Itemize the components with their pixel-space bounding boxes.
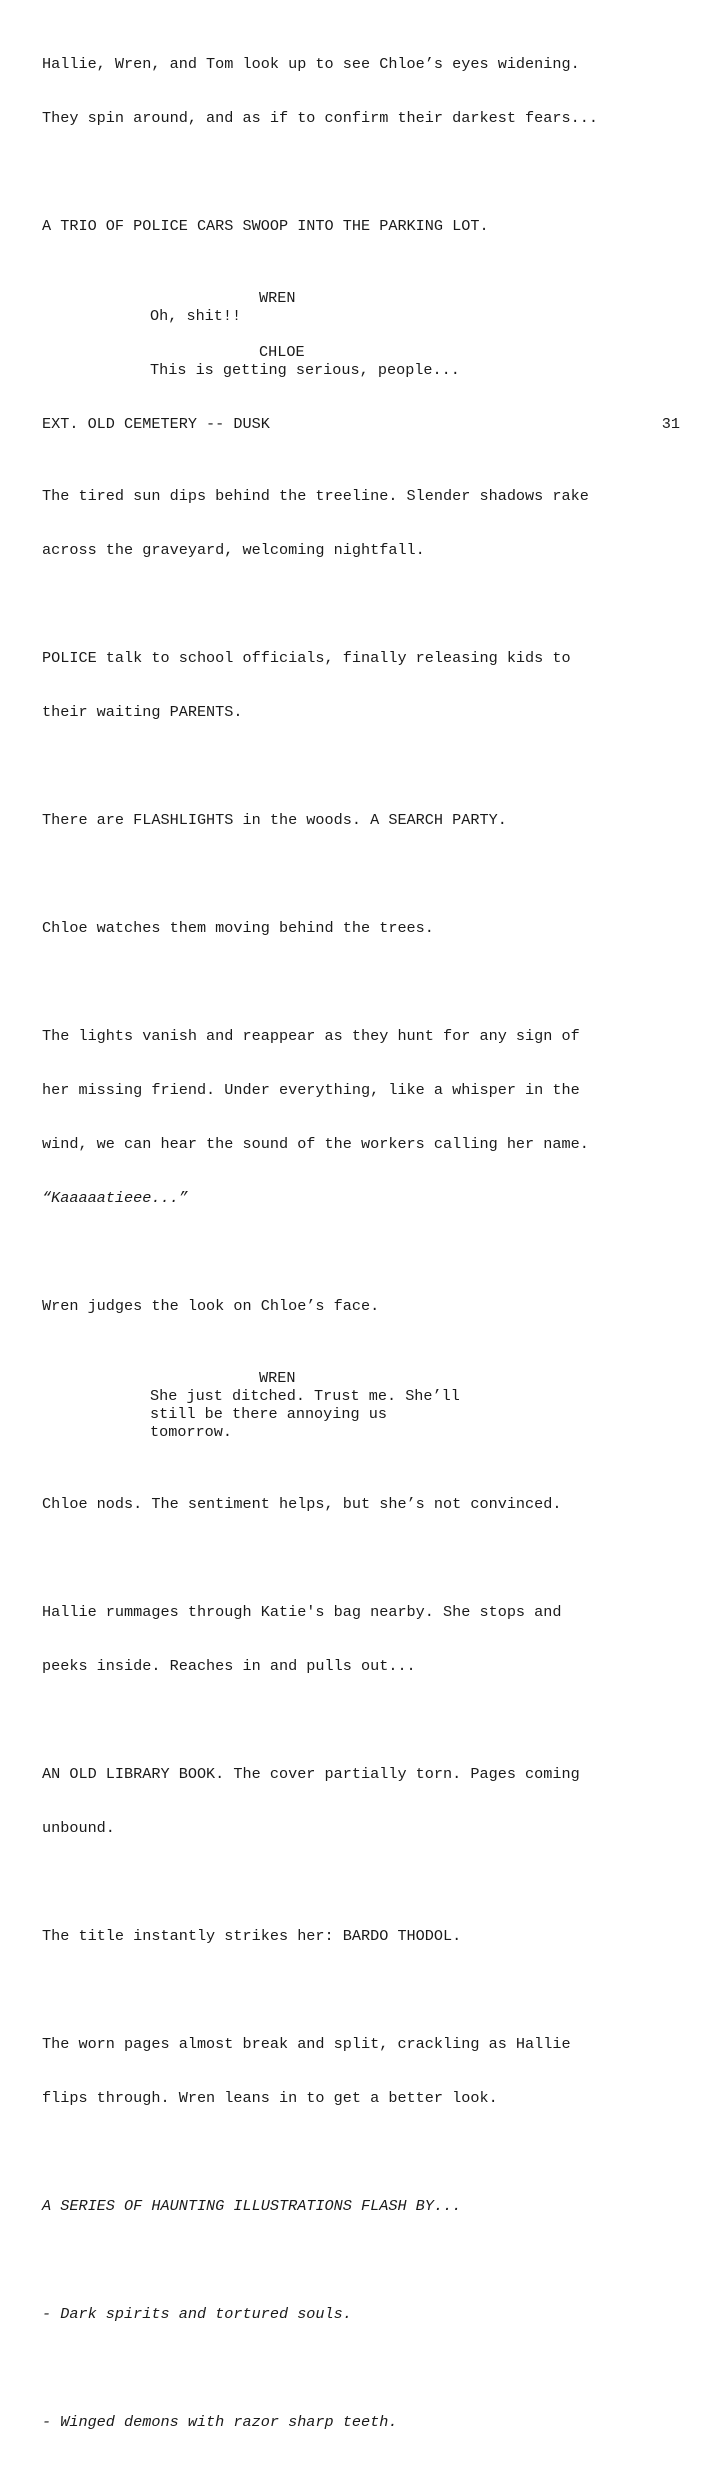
scene-heading-text: EXT. OLD CEMETERY -- DUSK: [42, 415, 270, 433]
action-line: AN OLD LIBRARY BOOK. The cover partially torn. Pages coming: [42, 1765, 580, 1783]
action-line: unbound.: [42, 1819, 115, 1837]
action-paragraph: [42, 1459, 692, 1549]
action-paragraph: [42, 2377, 692, 2467]
action-paragraph: [42, 991, 692, 1243]
scene-heading: [42, 415, 692, 433]
action-line-italic: - Dark spirits and tortured souls.: [42, 2305, 352, 2323]
action-line-italic: “Kaaaaatieee...”: [42, 1189, 188, 1207]
action-line: her missing friend. Under everything, like a whisper in the: [42, 1081, 580, 1099]
dialogue-line: still be there annoying us: [150, 1405, 387, 1423]
dialogue-block: [42, 289, 692, 325]
action-line: They spin around, and as if to confirm their darkest fears...: [42, 109, 598, 127]
character-name: WREN: [259, 1369, 296, 1387]
dialogue-line: Oh, shit!!: [150, 307, 242, 325]
action-line: The title instantly strikes her: BARDO THODOL.: [42, 1927, 462, 1945]
action-paragraph: [42, 1729, 692, 1873]
dialogue-line: This is getting serious, people...: [150, 361, 460, 379]
action-line: Wren judges the look on Chloe’s face.: [42, 1297, 380, 1315]
dialogue-line: She just ditched. Trust me. She’ll: [150, 1387, 460, 1405]
action-line: their waiting PARENTS.: [42, 703, 243, 721]
action-line: flips through. Wren leans in to get a better look.: [42, 2089, 498, 2107]
action-line: There are FLASHLIGHTS in the woods. A SEARCH PARTY.: [42, 811, 507, 829]
dialogue-line: tomorrow.: [150, 1423, 233, 1441]
action-line-italic: - Winged demons with razor sharp teeth.: [42, 2413, 398, 2431]
blank-line: [42, 397, 692, 415]
action-line: The tired sun dips behind the treeline. Slender shadows rake: [42, 487, 589, 505]
action-line: across the graveyard, welcoming nightfall.: [42, 541, 425, 559]
action-line: The worn pages almost break and split, crackling as Hallie: [42, 2035, 571, 2053]
action-line: A TRIO OF POLICE CARS SWOOP INTO THE PARKING LOT.: [42, 217, 489, 235]
action-line: Hallie rummages through Katie's bag nearby. She stops and: [42, 1603, 562, 1621]
action-line: peeks inside. Reaches in and pulls out...: [42, 1657, 416, 1675]
action-paragraph: [42, 1567, 692, 1711]
action-line: Chloe watches them moving behind the trees.: [42, 919, 434, 937]
dialogue-block: [42, 343, 692, 379]
action-paragraph: [42, 613, 692, 757]
action-paragraph: [42, 2269, 692, 2359]
action-paragraph: [42, 883, 692, 973]
action-paragraph: [42, 2161, 692, 2251]
action-line: The lights vanish and reappear as they hunt for any sign of: [42, 1027, 580, 1045]
action-line: Chloe nods. The sentiment helps, but she’s not convinced.: [42, 1495, 562, 1513]
action-paragraph: [42, 181, 692, 271]
action-paragraph: [42, 19, 692, 163]
dialogue-block: [42, 1369, 692, 1441]
action-line-italic: A SERIES OF HAUNTING ILLUSTRATIONS FLASH BY...: [42, 2197, 462, 2215]
action-paragraph: [42, 1999, 692, 2143]
action-line: Hallie, Wren, and Tom look up to see Chloe’s eyes widening.: [42, 55, 580, 73]
action-line: wind, we can hear the sound of the workers calling her name.: [42, 1135, 589, 1153]
action-paragraph: [42, 451, 692, 595]
action-paragraph: [42, 1261, 692, 1351]
screenplay-page: [42, 19, 692, 2485]
character-name: CHLOE: [259, 343, 305, 361]
action-paragraph: [42, 775, 692, 865]
action-line: POLICE talk to school officials, finally releasing kids to: [42, 649, 571, 667]
character-name: WREN: [259, 289, 296, 307]
action-paragraph: [42, 1891, 692, 1981]
scene-number: 31: [661, 415, 680, 433]
